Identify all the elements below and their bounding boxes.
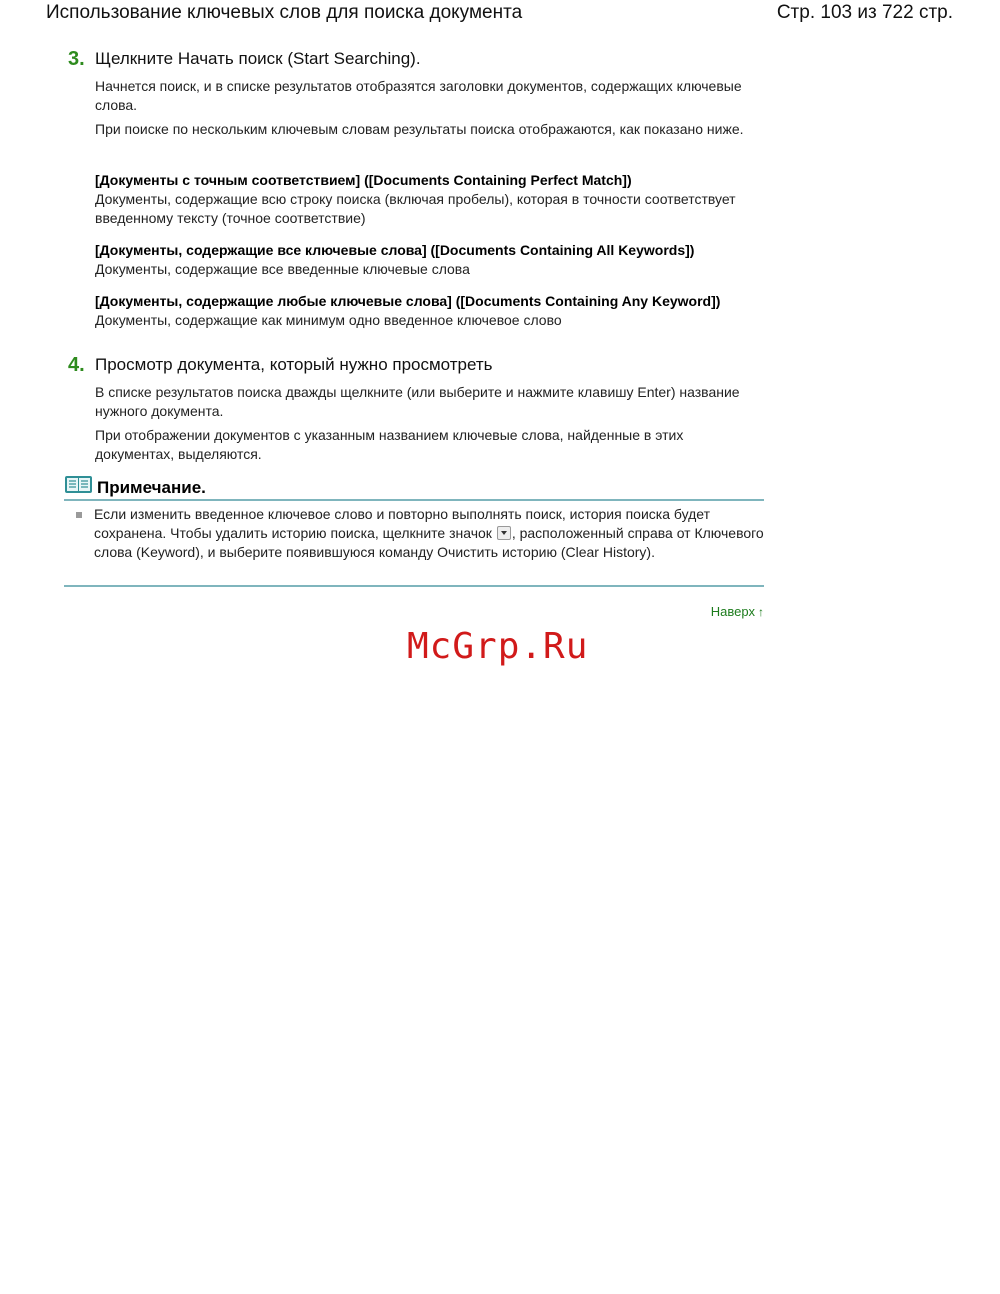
note-title: Примечание.	[97, 478, 206, 497]
step-paragraph: При отображении документов с указанным названием ключевые слова, найденные в этих документах, выделяются.	[95, 427, 684, 462]
book-icon	[64, 474, 93, 495]
definition-text: Документы, содержащие всю строку поиска (включая пробелы), которая в точности соответствует введенному тексту (точное соответствие)	[95, 191, 736, 226]
definition-term: [Документы, содержащие все ключевые слова] ([Documents Containing All Keywords])	[95, 242, 695, 258]
back-to-top-link[interactable]	[711, 604, 764, 619]
page-title: Использование ключевых слов для поиска документа	[46, 2, 523, 23]
up-arrow-icon: ↑	[758, 605, 764, 619]
definition-text: Документы, содержащие все введенные ключевые слова	[95, 261, 470, 277]
definition-term: [Документы, содержащие любые ключевые слова] ([Documents Containing Any Keyword])	[95, 293, 721, 309]
dropdown-arrow-icon	[497, 526, 511, 540]
page-header	[46, 2, 953, 28]
note-text-after: , расположенный справа от Ключевого слова (Keyword), и выберите появившуюся команду Очистить историю (Clear History).	[94, 525, 764, 560]
step-paragraph: В списке результатов поиска дважды щелкните (или выберите и нажмите клавишу Enter) название нужного документа.	[95, 384, 740, 419]
step-number: 3.	[68, 48, 85, 70]
watermark: McGrp.Ru	[407, 626, 589, 667]
step-paragraph: Начнется поиск, и в списке результатов отобразятся заголовки документов, содержащих ключевые слова.	[95, 78, 742, 113]
step-number: 4.	[68, 354, 85, 376]
back-to-top-label: Наверх	[710, 604, 755, 619]
note-header	[64, 474, 764, 500]
step-title: Просмотр документа, который нужно просмотреть	[95, 355, 493, 374]
definition-term: [Документы с точным соответствием] ([Documents Containing Perfect Match])	[95, 172, 632, 188]
note-bottom-rule	[64, 585, 764, 587]
page-indicator: Стр. 103 из 722 стр.	[776, 2, 953, 23]
step-paragraph: При поиске по нескольким ключевым словам результаты поиска отображаются, как показано ниже.	[95, 121, 744, 137]
step-title: Щелкните Начать поиск (Start Searching).	[95, 49, 421, 68]
note-text-before: Если изменить введенное ключевое слово и повторно выполнять поиск, история поиска будет сохранена. Чтобы удалить историю поиска, щелкните значок	[94, 506, 711, 541]
bullet-icon	[76, 512, 82, 518]
note-top-rule	[64, 499, 764, 501]
definition-text: Документы, содержащие как минимум одно введенное ключевое слово	[95, 312, 562, 328]
